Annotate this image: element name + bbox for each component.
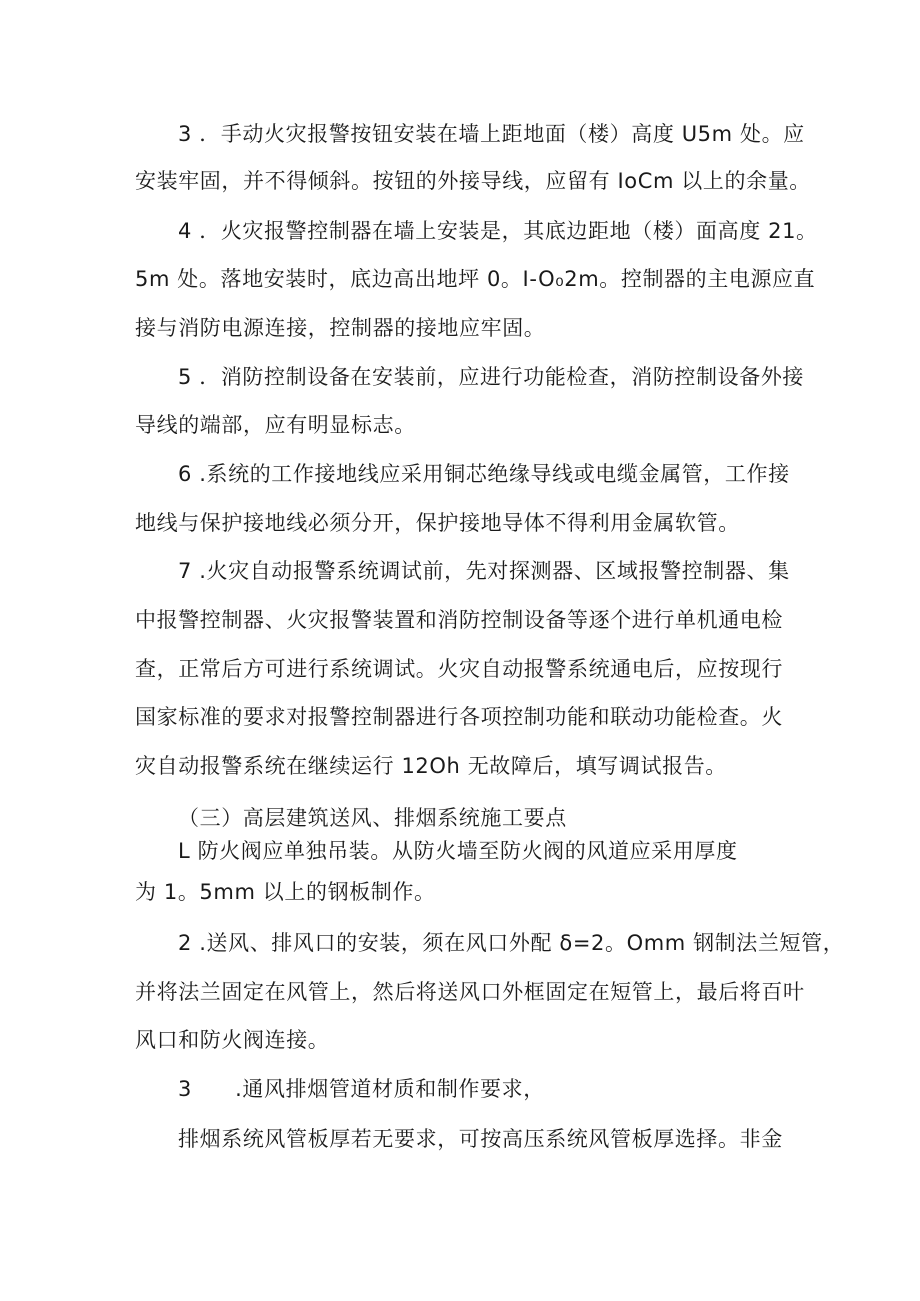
text-line: 3 .通风排烟管道材质和制作要求， <box>178 1077 545 1101</box>
text-line: 2 .送风、排风口的安装，须在风口外配 δ=2。Omm 钢制法兰短管， <box>178 931 845 955</box>
text-line: 地线与保护接地线必须分开，保护接地导体不得利用金属软管。 <box>135 511 740 535</box>
text-line: 3 ．手动火灾报警按钮安装在墙上距地面（楼）高度 U5m 处。应 <box>178 122 805 146</box>
text-line: 查，正常后方可进行系统调试。火灾自动报警系统通电后，应按现行 <box>135 657 783 681</box>
text-line: 为 1。5mm 以上的钢板制作。 <box>135 880 436 904</box>
text-line: 导线的端部，应有明显标志。 <box>135 413 416 437</box>
text-line: 5 ．消防控制设备在安装前，应进行功能检查，消防控制设备外接 <box>178 365 805 389</box>
text-line: 国家标准的要求对报警控制器进行各项控制功能和联动功能检查。火 <box>135 705 783 729</box>
text-line: 并将法兰固定在风管上，然后将送风口外框固定在短管上，最后将百叶 <box>135 980 805 1004</box>
text-line: 风口和防火阀连接。 <box>135 1028 330 1052</box>
text-line: 6 .系统的工作接地线应采用铜芯绝缘导线或电缆金属管，工作接 <box>178 462 790 486</box>
text-line: 接与消防电源连接，控制器的接地应牢固。 <box>135 316 546 340</box>
text-line: 中报警控制器、火灾报警装置和消防控制设备等逐个进行单机通电检 <box>135 608 783 632</box>
section-heading: （三）高层建筑送风、排烟系统施工要点 <box>178 806 567 830</box>
text-line: 7 .火灾自动报警系统调试前，先对探测器、区域报警控制器、集 <box>178 559 790 583</box>
text-line: 安装牢固，并不得倾斜。按钮的外接导线，应留有 IoCm 以上的余量。 <box>135 169 811 193</box>
text-line: L 防火阀应单独吊装。从防火墙至防火阀的风道应采用厚度 <box>178 839 738 863</box>
text-line: 灾自动报警系统在继续运行 12Oh 无故障后，填写调试报告。 <box>135 754 727 778</box>
text-line: 5m 处。落地安装时，底边高出地坪 0。I-O₀2m。控制器的主电源应直 <box>135 267 816 291</box>
text-line: 4 ．火灾报警控制器在墙上安装是，其底边距地（楼）面高度 21。 <box>178 219 818 243</box>
text-line: 排烟系统风管板厚若无要求，可按高压系统风管板厚选择。非金 <box>178 1127 783 1151</box>
